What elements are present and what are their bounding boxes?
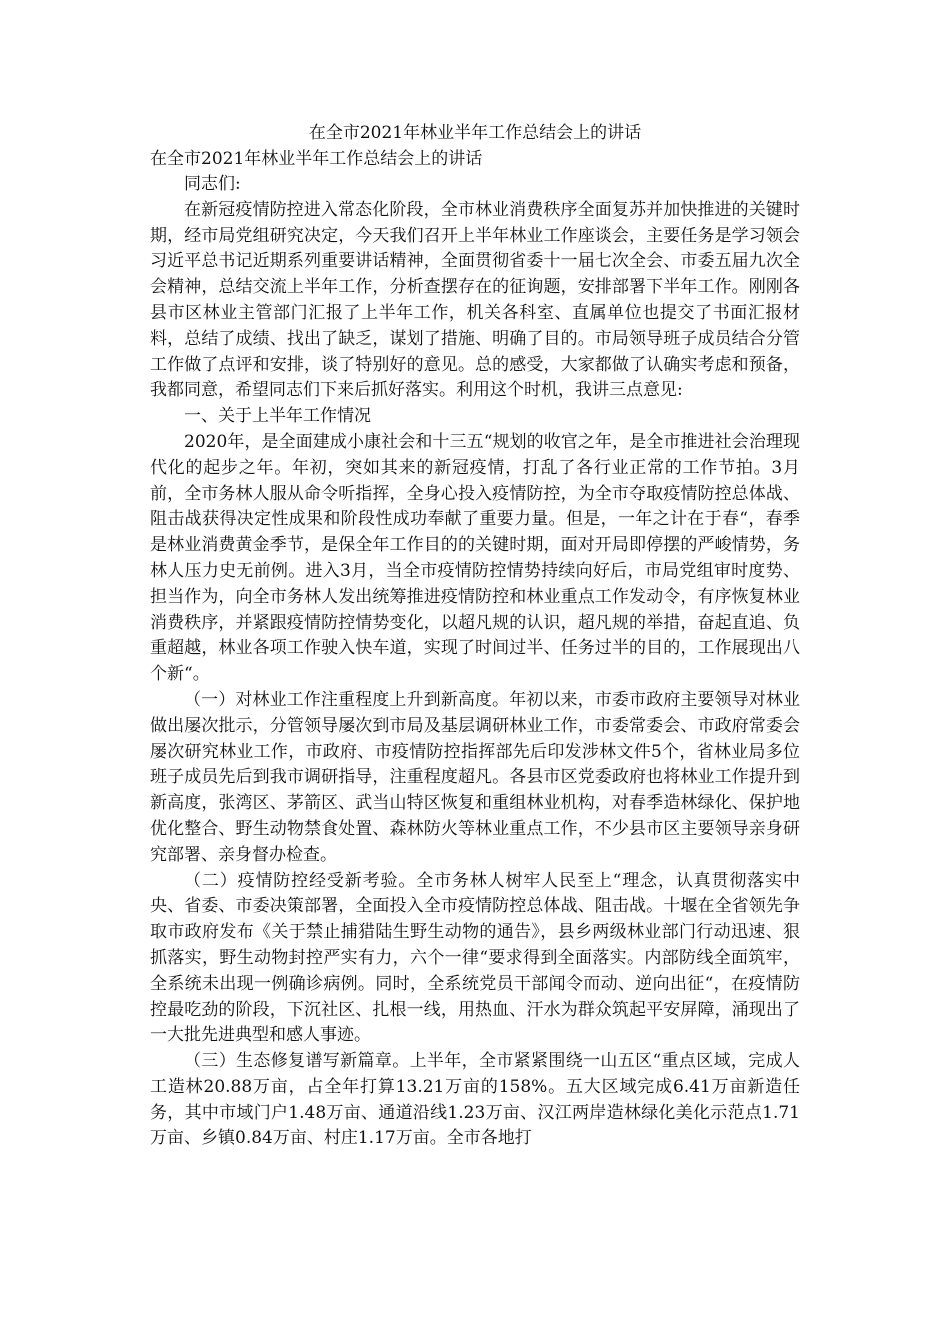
document-page bbox=[150, 120, 800, 1152]
document-subtitle: 在全市2021年林业半年工作总结会上的讲话 bbox=[150, 149, 483, 169]
document-title: 在全市2021年林业半年工作总结会上的讲话 bbox=[308, 123, 642, 143]
paragraph-item-2: （二）疫情防控经受新考验。全市务林人树牢人民至上“理念，认真贯彻落实中央、省委、市委决策部署，全面投入全市疫情防控总体战、阻击战。十堰在全省领先争取市政府发布《关于禁止捕猎陆生野生动物的通告》，县乡两级林业部门行动迅速、狠抓落实，野生动物封控严实有力，六个一律“要求得到全面落实。内部防线全面筑牢，全系统未出现一例确诊病例。同时，全系统党员干部闻令而动、逆向出征“，在疫情防控最吃劲的阶段，下沉社区、扎根一线，用热血、汗水为群众筑起平安屏障，涌现出了一大批先进典型和感人事迹。 bbox=[150, 870, 800, 1046]
paragraph-intro: 在新冠疫情防控进入常态化阶段，全市林业消费秩序全面复苏并加快推进的关键时期，经市局党组研究决定，今天我们召开上半年林业工作座谈会，主要任务是学习领会习近平总书记近期系列重要讲话精神，全面贯彻省委十一届七次全会、市委五届九次全会精神，总结交流上半年工作，分析查摆存在的征询题，安排部署下半年工作。刚刚各县市区林业主管部门汇报了上半年工作，机关各科室、直属单位也提交了书面汇报材料，总结了成绩、找出了缺乏，谋划了措施、明确了目的。市局领导班子成员结合分管工作做了点评和安排，谈了特别好的意见。总的感受，大家都做了认确实考虑和预备，我都同意，希望同志们下来后抓好落实。利用这个时机，我讲三点意见: bbox=[150, 199, 800, 401]
section-heading-1: 一、关于上半年工作情况 bbox=[184, 406, 371, 427]
paragraph-item-1: （一）对林业工作注重程度上升到新高度。年初以来，市委市政府主要领导对林业做出屡次批示，分管领导屡次到市局及基层调研林业工作，市委常委会、市政府常委会屡次研究林业工作，市政府、市疫情防控指挥部先后印发涉林文件5个，省林业局多位班子成员先后到我市调研指导，注重程度超凡。各县市区党委政府也将林业工作提升到新高度，张湾区、茅箭区、武当山特区恢复和重组林业机构，对春季造林绿化、保护地优化整合、野生动物禁食处置、森林防火等林业重点工作，不少县市区主要领导亲身研究部署、亲身督办检查。 bbox=[150, 689, 800, 865]
paragraph-item-3: （三）生态修复谱写新篇章。上半年，全市紧紧围绕一山五区“重点区域，完成人工造林20.88万亩，占全年打算13.21万亩的158%。五大区域完成6.41万亩新造任务，其中市域门户1.48万亩、通道沿线1.23万亩、汉江两岸造林绿化美化示范点1.71万亩、乡镇0.84万亩、村庄1.17万亩。全市各地打 bbox=[150, 1051, 800, 1149]
salutation: 同志们: bbox=[184, 174, 241, 194]
paragraph-overview: 2020年，是全面建成小康社会和十三五“规划的收官之年，是全市推进社会治理现代化的起步之年。年初，突如其来的新冠疫情，打乱了各行业正常的工作节拍。3月前，全市务林人服从命令听指挥，全身心投入疫情防控，为全市夺取疫情防控总体战、阻击战获得决定性成果和阶段性成功奉献了重要力量。但是，一年之计在于春“，春季是林业消费黄金季节，是保全年工作目的的关键时期，面对开局即停摆的严峻情势，务林人压力史无前例。进入3月，当全市疫情防控情势持续向好后，市局党组审时度势、担当作为，向全市务林人发出统筹推进疫情防控和林业重点工作发动令，有序恢复林业消费秩序，并紧跟疫情防控情势变化，以超凡规的认识，超凡规的举措，奋起直追、负重超越，林业各项工作驶入快车道，实现了时间过半、任务过半的目的，工作展现出八个新“。 bbox=[150, 431, 800, 685]
